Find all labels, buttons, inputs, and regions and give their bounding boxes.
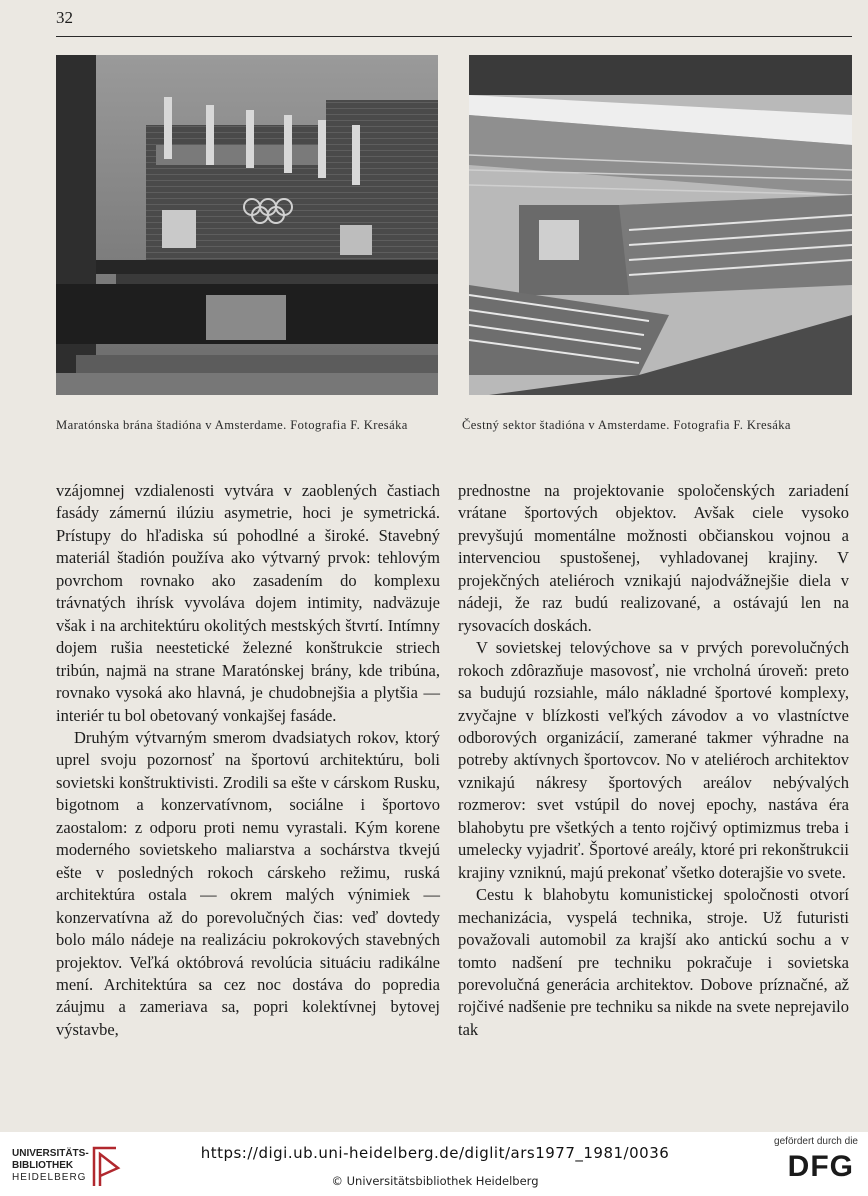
- photo-honorary-sector: [469, 55, 852, 395]
- library-name-line: BIBLIOTHEK: [12, 1160, 74, 1171]
- figure-caption-right: Čestný sektor štadióna v Amsterdame. Fotografia F. Kresáka: [462, 418, 791, 432]
- dfg-logo[interactable]: DFG: [787, 1150, 854, 1183]
- library-name-line: HEIDELBERG: [12, 1172, 87, 1183]
- funding-note: gefördert durch die: [774, 1136, 858, 1147]
- library-emblem-icon: [90, 1144, 122, 1188]
- photo-marathon-gate: [56, 55, 438, 395]
- paragraph: Druhým výtvarným smerom dvadsiatych rokov, ktorý uprel svoju pozornosť na športovú architektúru, boli sovietski konštruktivisti. Zrodili sa ešte v cárskom Rusku, bigotnom a konzervatívnom, sociálne i športovo zaostalom: z odporu proti nemu vyrastali. Kým korene moderného sovietskeho maliarstva a sochárstva tkvejú ešte v posledných rokoch cárskeho režimu, ruská architektúra ostala — okrem malých výnimiek — konzervatívna až do porevolučných čias: veď dovtedy bolo málo nádeje na realizáciu pokrokových stavebných projektov. Veľká októbrová revolúcia situáciu radikálne mení. Architektúra sa cez noc dostáva do popredia záujmu a zameriava sa, popri kolektívnej bytovej výstavbe,: [56, 727, 440, 1039]
- library-logo[interactable]: [12, 1142, 122, 1190]
- paragraph: prednostne na projektovanie spoločenských zariadení vrátane športových objektov. Avšak ciele vysoko prevyšujú momentálne možnosti občianskou vojnou a intervenciou spustošenej, vyhladovanej krajiny. V projekčných ateliéroch vznikajú najodvážnejšie diela v nádeji, že raz budú realizované, a ostávajú len na rysovacích doskách.: [458, 481, 849, 635]
- document-url[interactable]: https://digi.ub.uni-heidelberg.de/diglit/ars1977_1981/0036: [200, 1144, 670, 1162]
- library-name: [12, 1148, 89, 1184]
- paragraph: vzájomnej vzdialenosti vytvára v zaoblených častiach fasády zámernú ilúziu asymetrie, hoci je symetrická. Prístupy do hľadiska sú pohodlné a široké. Stavebný materiál štadión používa ako výtvarný prvok: tehlovým povrchom rovnako ako zasadením do komplexu trávnatých ihrísk vyvoláva dojem intimity, nadväzuje však i na architektúru okolitých mestských štvrtí. Intímny dojem rušia neestetické železné konštrukcie striech tribún, najmä na strane Maratónskej brány, kde tribúna, rovnako vysoká ako hlavná, je chudobnejšia a plytšia — interiér tu bol obetovaný vonkajšej fasáde.: [56, 481, 440, 725]
- library-name-line: UNIVERSITÄTS-: [12, 1148, 89, 1159]
- text-column-left: [56, 480, 440, 1041]
- paragraph: V sovietskej telovýchove sa v prvých porevolučných rokoch zdôrazňuje masovosť, nie vrcholná úroveň: preto sa budujú rozsiahle, málo nákladné športové komplexy, zvyčajne v blízkosti veľkých závodov a vo vlastníctve odborových organizácií, zamerané takmer výhradne na potreby aktívnych športovcov. No v ateliéroch architektov vznikajú nákresy športových areálov nebývalých rozmerov: svet vstúpil do novej epochy, nastáva éra blahobytu pre všetkých a tento rojčivý optimizmus treba i umelecky vyjadriť. Športové areály, ktoré pri rekonštrukcii krajiny vzniknú, majú prekonať všetko doterajšie vo svete.: [458, 638, 849, 882]
- header-rule: [56, 36, 852, 37]
- paragraph: Cestu k blahobytu komunistickej spoločnosti otvorí mechanizácia, vyspelá technika, stroje. Už futuristi považovali automobil za krajší ako antickú sochu a v tomto nadšení pre techniku pokračuje i sovietska porevolučná generácia architektov. Dobove príznačné, až rojčivé nadšenie pre techniku sa nikde na svete neprejavilo tak: [458, 885, 849, 1039]
- figure-caption-left: Maratónska brána štadióna v Amsterdame. Fotografia F. Kresáka: [56, 418, 408, 432]
- text-column-right: [458, 480, 849, 1041]
- page-number: 32: [56, 8, 73, 27]
- copyright-notice: © Universitätsbibliothek Heidelberg: [331, 1174, 539, 1188]
- footer-bar: [0, 1132, 868, 1196]
